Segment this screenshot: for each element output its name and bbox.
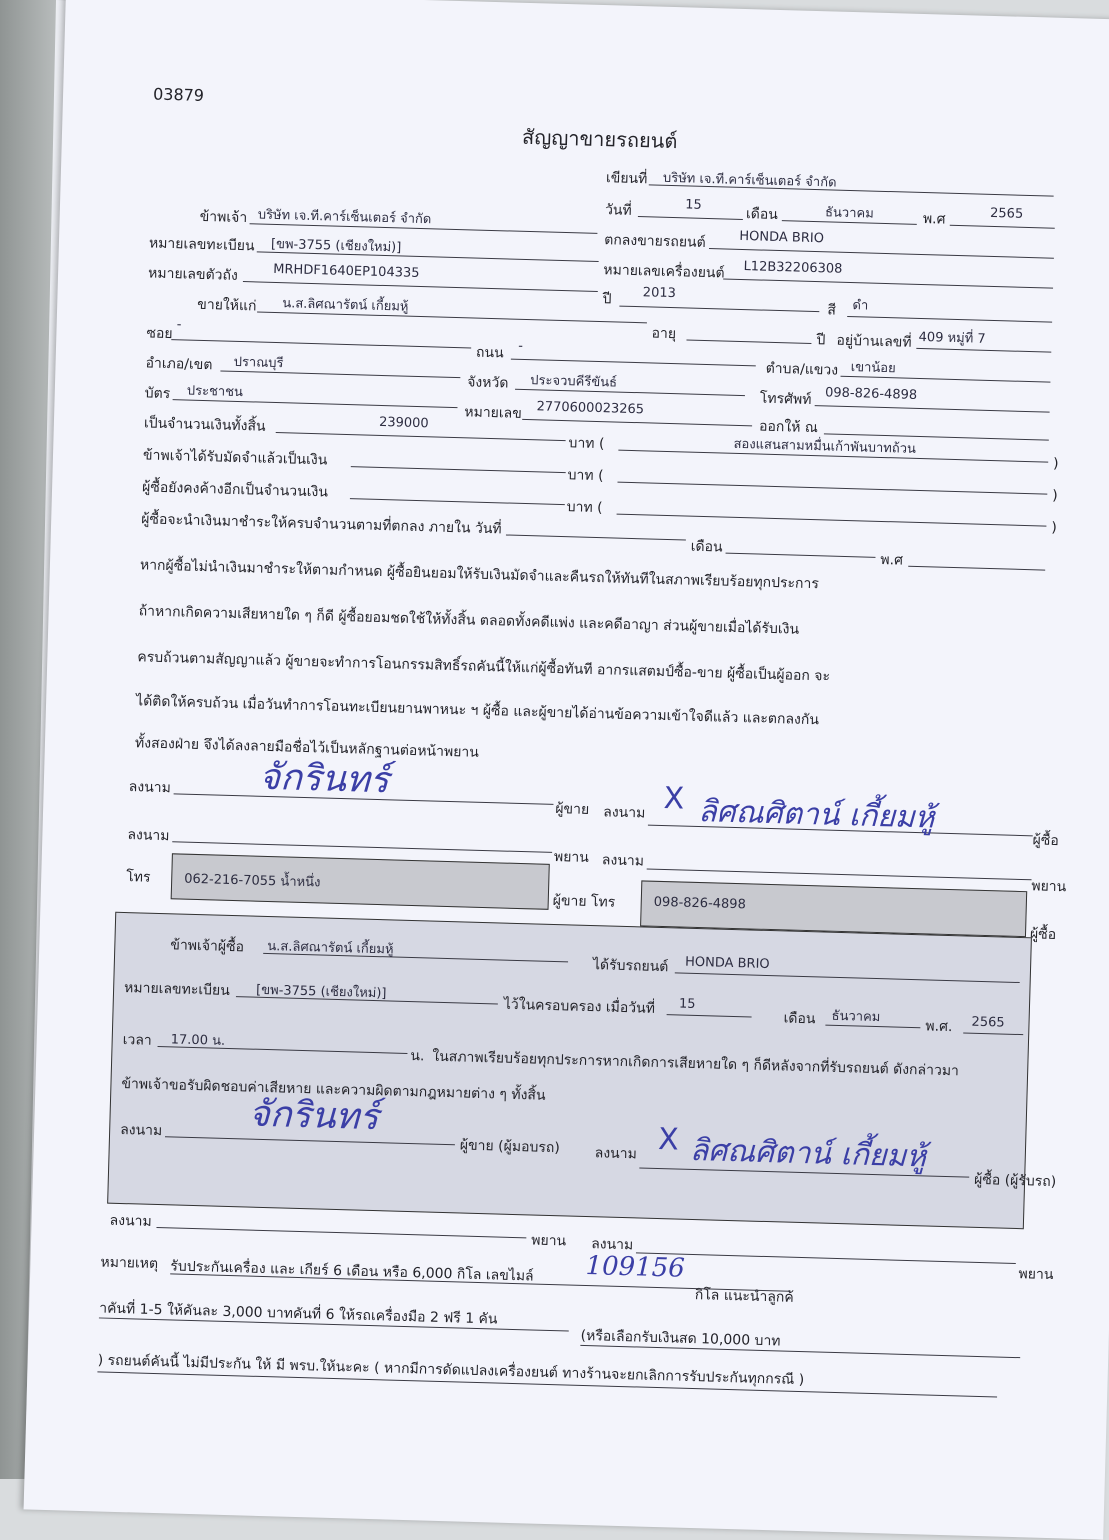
written-at-label: เขียนที่	[605, 170, 648, 188]
receipt-day-line	[667, 1014, 752, 1017]
note-line-2: าคันที่ 1-5 ให้คันละ 3,000 บาทคันที่ 6 ให้รถเครื่องมือ 2 ฟรี 1 คัน	[98, 1300, 498, 1328]
deposit-baht-label: บาท (	[567, 467, 604, 485]
note-line-2-end: (หรือเลือกรับเงินสด 10,000 บาท	[580, 1327, 781, 1350]
terms-line-4: ได้ติดให้ครบถ้วน เมื่อวันทำการโอนทะเบียนยานพาหนะ ฯ ผู้ซื้อ และผู้ขายได้อ่านข้อความเข้าใจดีแล้ว และตกลงกัน	[135, 693, 820, 729]
age-line	[686, 339, 811, 343]
sign-label-witness-2: ลงนาม	[601, 852, 645, 870]
address-value: 409 หมู่ที่ 7	[918, 329, 986, 347]
written-at-value: บริษัท เจ.ที.คาร์เซ็นเตอร์ จำกัด	[662, 170, 837, 191]
total-close: )	[1052, 455, 1059, 472]
issued-label: ออกให้ ณ	[758, 418, 819, 437]
district-label: อำเภอ/เขต	[145, 355, 213, 374]
card-no-label: หมายเลข	[464, 404, 523, 422]
contract-sheet	[24, 0, 1109, 1540]
pay-within-year-label: พ.ศ	[880, 551, 904, 569]
color-label: สี	[827, 302, 837, 319]
subdistrict-value: เขาน้อย	[850, 360, 896, 377]
witness-1-label: พยาน	[553, 848, 590, 866]
seller-value: บริษัท เจ.ที.คาร์เซ็นเตอร์ จำกัด	[257, 207, 432, 228]
chassis-line	[243, 281, 598, 292]
note-label: หมายเหตุ	[100, 1254, 159, 1273]
receipt-sign-label-buyer: ลงนาม	[594, 1145, 638, 1163]
receipt-witness-2-label: พยาน	[1018, 1266, 1054, 1284]
year-model-label: ปี	[602, 291, 612, 308]
total-words: สองแสนสามหมื่นเก้าพันบาทถ้วน	[733, 436, 917, 457]
age-label: อายุ	[651, 325, 677, 343]
remain-words-line	[617, 514, 1047, 527]
receipt-witness-1-line	[156, 1227, 526, 1238]
receipt-witness-1-label: พยาน	[531, 1232, 567, 1250]
address-label: อยู่บ้านเลขที่	[836, 332, 912, 351]
date-month-label: เดือน	[745, 206, 779, 223]
deposit-line	[351, 466, 566, 473]
buyer-signature: ลิศณศิตาน์ เกี้ยมหู้	[697, 793, 935, 836]
soi-line	[171, 339, 471, 348]
age-unit: ปี	[816, 332, 826, 349]
receipt-plate: [ขพ-3755 (เชียงใหม่)]	[255, 982, 387, 1002]
phone-value: 098-826-4898	[824, 385, 918, 403]
pay-within-label: ผู้ซื้อจะนำเงินมาชำระให้ครบจำนวนตามที่ตกลง ภายใน วันที่	[141, 511, 502, 538]
buyer-phone-label: ผู้ซื้อ	[1029, 926, 1057, 944]
receipt-line-1: ในสภาพเรียบร้อยทุกประการหากเกิดการเสียหายใด ๆ ก็ดีหลังจากที่รับรถยนต์ ดังกล่าวมา	[432, 1048, 960, 1080]
color-value: ดำ	[852, 298, 869, 314]
total-baht-label: บาท (	[568, 435, 605, 453]
witness-1-line	[172, 841, 552, 853]
road-label: ถนน	[475, 344, 504, 362]
receipt-sign-label-witness-1: ลงนาม	[109, 1212, 152, 1230]
seller-signature: จักรินทร์	[258, 756, 390, 802]
buyer-phone: 098-826-4898	[653, 894, 747, 913]
chassis-value: MRHDF1640EP104335	[273, 261, 420, 281]
date-year-line	[950, 225, 1055, 229]
document-number: 03879	[152, 84, 205, 105]
phones-label: โทร	[126, 869, 151, 886]
receipt-line-2: ข้าพเจ้าขอรับผิดชอบค่าเสียหาย และความผิดตามกฎหมายต่าง ๆ ทั้งสิ้น	[121, 1075, 546, 1104]
district-value: ปราณบุรี	[233, 354, 284, 372]
receipt-time: 17.00 น.	[170, 1032, 226, 1049]
seller-phone: 062-216-7055 น้ำหนึ่ง	[184, 871, 321, 891]
card-no-value: 2770600023265	[536, 399, 645, 418]
contract-title: สัญญาขายรถยนต์	[521, 124, 678, 154]
date-year-label: พ.ศ	[922, 211, 946, 228]
pay-within-month-line	[726, 553, 876, 558]
receipt-received-label: ได้รับรถยนต์	[592, 957, 669, 976]
card-value: ประชาชน	[186, 383, 244, 401]
receipt-possession-label: ไว้ในครอบครอง เมื่อวันที่	[503, 996, 656, 1017]
receipt-time-label: เวลา	[122, 1031, 153, 1049]
agree-line	[709, 248, 1054, 259]
sign-label-seller: ลงนาม	[128, 779, 172, 797]
receipt-witness-2-line	[636, 1252, 1016, 1264]
receipt-year: 2565	[971, 1014, 1005, 1031]
date-day-label: วันที่	[604, 202, 632, 219]
seller-label: ข้าพเจ้า	[199, 208, 248, 227]
receipt-plate-label: หมายเลขทะเบียน	[123, 980, 230, 999]
receipt-month-label: เดือน	[783, 1010, 816, 1028]
sign-label-witness-1: ลงนาม	[127, 827, 170, 845]
pay-within-day-line	[506, 534, 686, 540]
receipt-buyer-label: ข้าพเจ้าผู้ซื้อ	[170, 937, 245, 956]
date-day-line	[638, 216, 743, 220]
engine-value: L12B32206308	[743, 259, 843, 277]
terms-line-1: หากผู้ซื้อไม่นำเงินมาชำระให้ตามกำหนด ผู้ซื้อยินยอมให้รับเงินมัดจำและคืนรถให้ทันทีในสภาพเรียบร้อยทุกประการ	[139, 557, 820, 593]
sign-label-buyer: ลงนาม	[603, 804, 646, 822]
receipt-buyer-sign-label: ผู้ซื้อ (ผู้รับรถ)	[973, 1171, 1057, 1191]
note-line-1-end: กิโล แนะนำลูกค้	[694, 1287, 794, 1306]
remain-label: ผู้ซื้อยังคงค้างอีกเป็นจำนวนเงิน	[141, 479, 329, 501]
receipt-year-label: พ.ศ.	[925, 1018, 953, 1036]
remain-baht-label: บาท (	[566, 499, 603, 517]
witness-2-label: พยาน	[1031, 878, 1067, 896]
receipt-buyer-signature: ลิศณศิตาน์ เกี้ยมหู้	[689, 1132, 927, 1175]
card-no-line	[522, 419, 752, 426]
province-label: จังหวัด	[466, 374, 509, 392]
total-amount: 239000	[378, 414, 429, 432]
buyer-label: ขายให้แก่	[197, 296, 257, 315]
receipt-year-line	[963, 1032, 1023, 1035]
receipt-seller-signature: จักรินทร์	[248, 1093, 380, 1139]
road-line	[511, 359, 756, 367]
remain-line	[350, 498, 565, 505]
sign-buyer-label: ผู้ซื้อ	[1032, 832, 1059, 850]
note-line-2-end-underline	[580, 1345, 1020, 1358]
engine-label: หมายเลขเครื่องยนต์	[603, 262, 725, 282]
witness-2-line	[647, 869, 1032, 881]
year-model-line	[619, 306, 819, 313]
deposit-label: ข้าพเจ้าได้รับมัดจำแล้วเป็นเงิน	[142, 447, 328, 469]
date-month: ธันวาคม	[824, 205, 874, 222]
agree-value: HONDA BRIO	[739, 228, 825, 247]
terms-line-5: ทั้งสองฝ่าย จึงได้ลงลายมือชื่อไว้เป็นหลักฐานต่อหน้าพยาน	[134, 735, 480, 761]
seller-phone-box	[171, 853, 550, 910]
soi-value: -	[176, 317, 182, 333]
date-year: 2565	[989, 205, 1024, 222]
buyer-value: น.ส.ลิศณารัตน์ เกี้ยมหู้	[282, 296, 409, 315]
total-line	[276, 432, 566, 441]
date-day: 15	[685, 197, 702, 213]
receipt-sign-label-witness-2: ลงนาม	[590, 1236, 634, 1254]
color-line	[847, 316, 1052, 323]
receipt-buyer: น.ส.ลิศณารัตน์ เกี้ยมหู้	[267, 938, 394, 958]
note-line-3: ) รถยนต์คันนี้ ไม่มีประกัน ให้ มี พรบ.ให้นะคะ ( หากมีการดัดแปลงเครื่องยนต์ ทางร้านจะยกเลิกการรับประกันทุกกรณี )	[97, 1352, 805, 1389]
agree-label: ตกลงขายรถยนต์	[604, 232, 706, 251]
total-label: เป็นจำนวนเงินทั้งสิ้น	[143, 415, 266, 435]
road-value: -	[518, 338, 524, 354]
receipt-car-line	[675, 972, 1020, 983]
sign-seller-label: ผู้ขาย	[555, 800, 590, 818]
receipt-sign-label-seller: ลงนาม	[119, 1121, 163, 1140]
soi-label: ซอย	[146, 325, 173, 343]
buyer-x-mark: X	[663, 781, 685, 817]
receipt-car: HONDA BRIO	[684, 954, 770, 973]
receipt-box	[107, 912, 1057, 1229]
note-mileage: 109156	[585, 1251, 686, 1284]
terms-line-2: ถ้าหากเกิดความเสียหายใด ๆ ก็ดี ผู้ซื้อยอมชดใช้ให้ทั้งสิ้น ตลอดทั้งคดีแพ่ง และคดีอาญา ส่วนผู้ขายเมื่อได้รับเงิน	[138, 603, 800, 638]
terms-line-3: ครบถ้วนตามสัญญาแล้ว ผู้ขายจะทำการโอนกรรมสิทธิ์รถคันนี้ให้แก่ผู้ซื้อทันที อากรแสตมป์ซื้อ-ขาย ผู้ซื้อเป็นผู้ออก จะ	[137, 649, 831, 685]
phone-label: โทรศัพท์	[759, 390, 812, 408]
province-value: ประจวบคีรีขันธ์	[530, 373, 618, 391]
engine-line	[723, 278, 1053, 288]
pay-within-month-label: เดือน	[690, 538, 723, 556]
plate-value: [ขพ-3755 (เชียงใหม่)]	[270, 236, 402, 256]
receipt-month: ธันวาคม	[831, 1008, 881, 1026]
note-line-1: รับประกันเครื่อง และ เกียร์ 6 เดือน หรือ 6,000 กิโล เลขไมล์	[170, 1258, 534, 1285]
receipt-seller-label: ผู้ขาย (ผู้มอบรถ)	[459, 1137, 561, 1157]
receipt-buyer-x-mark: X	[657, 1121, 680, 1158]
pay-within-year-line	[908, 566, 1045, 571]
chassis-label: หมายเลขตัวถัง	[147, 265, 239, 284]
remain-close: )	[1051, 519, 1058, 536]
seller-phone-label: ผู้ขาย โทร	[552, 892, 616, 911]
receipt-time-unit: น.	[410, 1048, 425, 1065]
subdistrict-label: ตำบล/แขวง	[765, 360, 839, 379]
phone-line	[815, 405, 1050, 413]
deposit-words-line	[617, 482, 1047, 495]
deposit-close: )	[1052, 487, 1058, 504]
card-label: บัตร	[144, 385, 171, 403]
plate-label: หมายเลขทะเบียน	[148, 235, 255, 255]
year-model-value: 2013	[642, 285, 677, 302]
receipt-day: 15	[678, 996, 696, 1012]
